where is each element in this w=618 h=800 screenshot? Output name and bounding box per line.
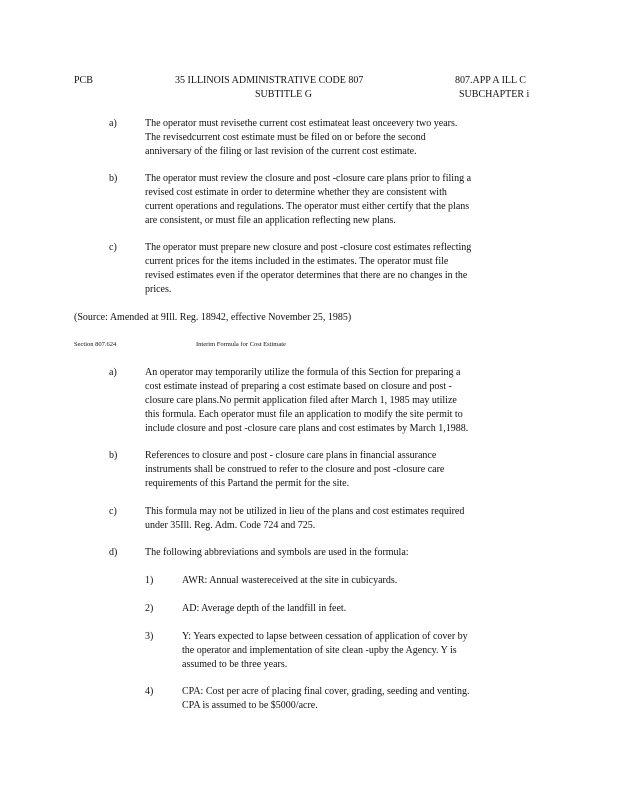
text-line: include closure and post -closure care plans and cost estimates by March 1,1988. bbox=[145, 423, 469, 434]
text-line: AWR: Annual wastereceived at the site in cubicyards. bbox=[182, 575, 398, 586]
text-line: revised estimates even if the operator determines that there are no changes in the bbox=[145, 270, 468, 281]
header-subchapter: SUBCHAPTER i bbox=[459, 89, 530, 100]
text-line: current prices for the items included in the estimates. The operator must file bbox=[145, 256, 449, 267]
header-left: PCB bbox=[74, 75, 93, 86]
item-label: c) bbox=[109, 242, 117, 253]
sub-item-label: 4) bbox=[145, 686, 154, 697]
text-line: The following abbreviations and symbols are used in the formula: bbox=[145, 547, 409, 558]
item-label: a) bbox=[109, 118, 117, 129]
text-line: The operator must revisethe current cost estimateat least onceevery two years. bbox=[145, 118, 458, 129]
text-line: prices. bbox=[145, 284, 172, 295]
item-label: a) bbox=[109, 367, 117, 378]
sub-item-label: 2) bbox=[145, 603, 154, 614]
text-line: current operations and regulations. The operator must either certify that the plans bbox=[145, 201, 470, 212]
section-number: Section 807.624 bbox=[74, 341, 117, 348]
text-line: The operator must prepare new closure and post -closure cost estimates reflecting bbox=[145, 242, 472, 253]
section-title: Interim Formula for Cost Estimate bbox=[196, 341, 286, 348]
text-line: assumed to be three years. bbox=[182, 659, 288, 670]
item-label: c) bbox=[109, 506, 117, 517]
text-line: This formula may not be utilized in lieu of the plans and cost estimates required bbox=[145, 506, 465, 517]
text-line: cost estimate instead of preparing a cost estimate based on closure and post - bbox=[145, 381, 452, 392]
item-label: b) bbox=[109, 173, 118, 184]
text-line: this formula. Each operator must file an application to modify the site permit to bbox=[145, 409, 463, 420]
text-line: under 35Ill. Reg. Adm. Code 724 and 725. bbox=[145, 520, 316, 531]
text-line: An operator may temporarily utilize the formula of this Section for preparing a bbox=[145, 367, 461, 378]
item-label: b) bbox=[109, 450, 118, 461]
header-subtitle: SUBTITLE G bbox=[255, 89, 312, 100]
text-line: are consistent, or must file an application reflecting new plans. bbox=[145, 215, 396, 226]
text-line: The operator must review the closure and post -closure care plans prior to filing a bbox=[145, 173, 472, 184]
text-line: AD: Average depth of the landfill in feet. bbox=[182, 603, 347, 614]
header-title: 35 ILLINOIS ADMINISTRATIVE CODE 807 bbox=[175, 75, 364, 86]
source-note: (Source: Amended at 9Ill. Reg. 18942, effective November 25, 1985) bbox=[74, 312, 352, 323]
text-line: CPA is assumed to be $5000/acre. bbox=[182, 700, 318, 711]
sub-item-label: 3) bbox=[145, 631, 154, 642]
text-line: References to closure and post - closure care plans in financial assurance bbox=[145, 450, 437, 461]
text-line: requirements of this Partand the permit for the site. bbox=[145, 478, 350, 489]
item-label: d) bbox=[109, 547, 118, 558]
text-line: The revisedcurrent cost estimate must be filed on or before the second bbox=[145, 132, 426, 143]
text-line: CPA: Cost per acre of placing final cover, grading, seeding and venting. bbox=[182, 686, 470, 697]
text-line: instruments shall be construed to refer to the closure and post -closure care bbox=[145, 464, 445, 475]
text-line: the operator and implementation of site clean -upby the Agency. Y is bbox=[182, 645, 457, 656]
text-line: anniversary of the filing or last revision of the current cost estimate. bbox=[145, 146, 417, 157]
text-line: revised cost estimate in order to determine whether they are consistent with bbox=[145, 187, 447, 198]
sub-item-label: 1) bbox=[145, 575, 154, 586]
header-right: 807.APP A ILL C bbox=[455, 75, 526, 86]
text-line: Y: Years expected to lapse between cessation of application of cover by bbox=[182, 631, 468, 642]
text-line: closure care plans.No permit application filed after March 1, 1985 may utilize bbox=[145, 395, 457, 406]
